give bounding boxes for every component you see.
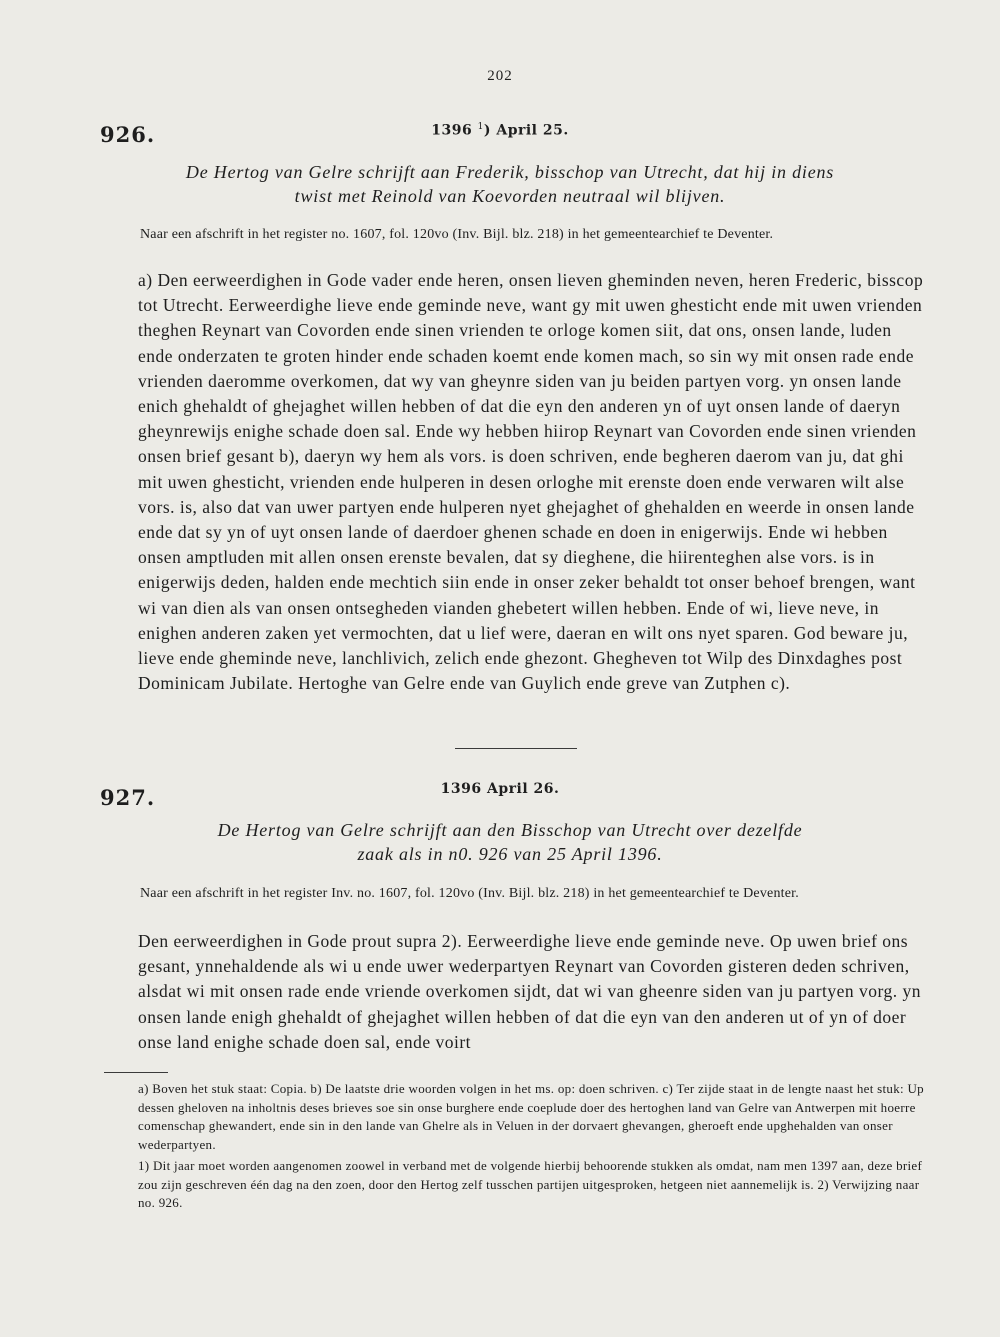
summary-line: De Hertog van Gelre schrijft aan den Bisschop van Utrecht over dezelfde bbox=[217, 820, 803, 840]
body-text: Den eerweerdighen in Gode prout supra 2). Eerweerdighe lieve ende geminde neve. Op uwen brief ons gesant, ynnehaldende als wi u ende uwer wederpartyen Reynart van Covorden gisteren deden schriven, alsdat wi mit onsen rade ende vriende overkomen sijdt, dat wi van gheenre siden van ju partyen vorg. yn onsen lande enigh ghehaldt of ghejaghet willen hebben of dat die eyn van den anderen ut of yn of doer onse land enighe schade doen sal, ende voirt bbox=[138, 931, 922, 1052]
summary-line: zaak als in n0. 926 van 25 April 1396. bbox=[357, 844, 663, 864]
footnote: 1) Dit jaar moet worden aangenomen zoowel in verband met de volgende hierbij behoorende stukken als omdat, nam men 1397 aan, deze brief zou zijn geschreven één dag na den zoen, door den Hertog zelf tusschen partijen uitgesproken, hetgeen niet aannemelijk is. 2) Verwijzing naar no. 926. bbox=[138, 1158, 923, 1210]
body-text: Den eerweerdighen in Gode vader ende heren, onsen lieven gheminden neven, heren Frederic, bisscop tot Utrecht. Eerweerdighe lieve ende geminde neve, want gy mit uwen ghesticht ende mit uwen vrienden theghen Reynart van Covorden ende sinen vrienden te orloge komen siit, dat ons, onsen lande, luden ende onderzaten te groten hinder ende schaden koemt ende komen mach, so sin wy mit onsen rade ende vrienden daeromme overkomen, dat wy van gheynre siden van ju beiden partyen vorg. yn onsen lande enich ghehaldt of ghejaghet willen hebben of dat die eyn den anderen yn of uyt onsen lande of daeryn gheynrewijs enighe schade doen sal. Ende wy hebben hiirop Reynart van Covorden ende sinen vrienden onsen brief gesant b), daeryn wy hem als vors. is doen schriven, ende begheren daerom van ju, dat ghi mit uwen ghesticht, vrienden ende hulperen in desen orloghe mit erenste doen ende verwaren wilt alse vors. is, also dat van uwer partyen ende hulperen nyet ghejaghet of ghehalden en weerde in onsen lande ende dat sy yn of uyt onsen lande of daerdoer ghenen schade en doen in enigerwijs. Ende wi hebben onsen amptluden mit allen onsen erenste bevalen, dat sy dieghene, die hiirenteghen alse vors. is in enigerwijs deden, halden ende mechtich siin ende in onser zeker behaldt tot onser behoef brengen, want wi van dien als van onsen ontsegheden vianden ghebetert willen hebben. Ende of wi, lieve neve, in enighen anderen zaken yet vermochten, dat u lief were, daeran en wilt ons nyet sparen. God beware ju, lieve ende gheminde neve, lanchlivich, zelich ende ghezont. Ghegheven tot Wilp des Dinxdaghes post Dominicam Jubilate. Hertoghe van Gelre ende van Guylich ende greve van Zutphen c). bbox=[138, 270, 924, 694]
entry-source: Naar een afschrift in het register Inv. no. 1607, fol. 120vo (Inv. Bijl. blz. 218) in het gemeentearchief te Deventer. bbox=[140, 886, 799, 901]
entry-date bbox=[0, 781, 1000, 797]
entry-body bbox=[104, 929, 926, 1055]
summary-line: De Hertog van Gelre schrijft aan Frederik, bisschop van Utrecht, dat hij in diens bbox=[185, 162, 835, 182]
date-note: 1 bbox=[477, 122, 484, 132]
entry-source: Naar een afschrift in het register no. 1607, fol. 120vo (Inv. Bijl. blz. 218) in het gemeentearchief te Deventer. bbox=[140, 227, 774, 242]
date-year: 1396 bbox=[431, 122, 473, 139]
entry-date: 1396 $^1$) April 25. bbox=[431, 122, 569, 139]
summary-line: twist met Reinold van Koevorden neutraal wil blijven. bbox=[294, 186, 726, 206]
date-rest: April 26. bbox=[486, 781, 560, 797]
footnote: a) Boven het stuk staat: Copia. b) De laatste drie woorden volgen in het ms. op: doen schriven. c) Ter zijde staat in de lengte naast het stuk: Up dessen gheloven na inholtnis deses brieves soe sin onse burghere ende coeplude doer des hertoghen land van Gelre van Antwerpen mit hoerre comenschap ghewandert, ende sin in den lande van Ghelre als in Veluen in der dorvaert ghevangen, gheroeft ende upghehalden van onser wederpartyen. bbox=[138, 1081, 924, 1152]
footnote-divider bbox=[104, 1072, 168, 1073]
entry-summary bbox=[140, 818, 880, 866]
entry-number: 926. bbox=[100, 122, 156, 147]
date-rest: April 25. bbox=[496, 122, 569, 139]
page-number: 202 bbox=[487, 68, 513, 84]
footnotes bbox=[104, 1080, 932, 1216]
entry-body bbox=[104, 268, 926, 696]
date-year: 1396 bbox=[440, 781, 482, 797]
section-divider bbox=[455, 748, 577, 749]
entry-number: 927. bbox=[100, 785, 156, 810]
body-note: a) bbox=[138, 270, 153, 290]
entry-summary bbox=[140, 160, 880, 208]
